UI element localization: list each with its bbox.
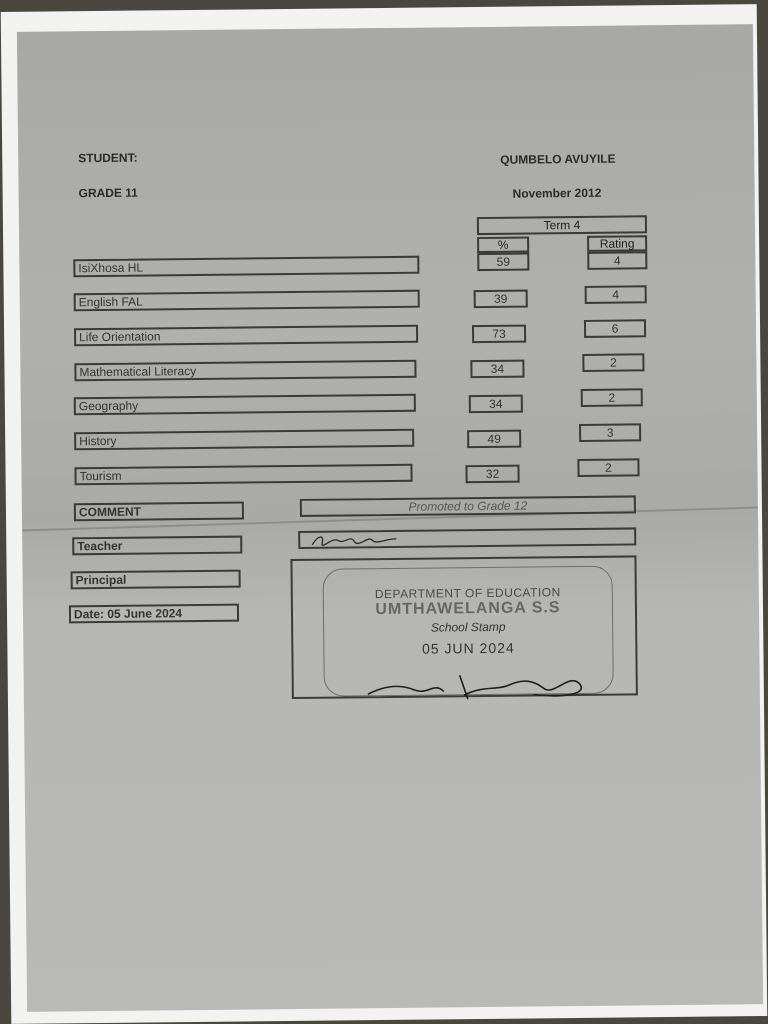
subject-percent: 34 [469,395,523,414]
stamp-caption: School Stamp [430,619,506,635]
report-card [17,24,763,1012]
grade-label: GRADE 11 [78,185,139,201]
subject-rating: 3 [579,423,641,442]
subject-name: IsiXhosa HL [73,256,419,278]
teacher-signature [310,532,400,547]
comment-value: Promoted to Grade 12 [300,495,636,517]
comment-label: COMMENT [74,502,244,522]
principal-signature [363,654,604,707]
term-header: Term 4 [477,215,647,235]
subject-rating: 2 [582,353,644,372]
subject-percent: 34 [470,360,524,379]
stamp-school-name: UMTHAWELANGA S.S [375,599,561,619]
subject-name: Geography [74,394,416,416]
rating-header: Rating [587,235,647,252]
subject-rating: 2 [577,458,639,477]
subject-rating: 4 [585,285,647,304]
student-name: QUMBELO AVUYILE [500,151,616,167]
stamp-date: 05 JUN 2024 [421,639,515,657]
principal-label: Principal [71,570,241,590]
subject-percent: 39 [474,290,528,309]
subject-name: History [74,429,414,451]
subject-percent: 49 [467,430,521,449]
subject-name: Life Orientation [74,325,418,347]
subject-rating: 4 [587,251,647,270]
subject-name: English FAL [74,290,420,312]
teacher-label: Teacher [72,536,242,556]
subject-percent: 59 [477,253,529,272]
subject-name: Mathematical Literacy [74,360,416,382]
date-label: Date: 05 June 2024 [69,604,239,624]
subject-percent: 32 [465,465,519,484]
percent-header: % [477,237,529,254]
report-period: November 2012 [512,185,602,201]
teacher-signature-box [298,527,636,549]
stamp-department: DEPARTMENT OF EDUCATION [374,585,561,602]
student-label: STUDENT: [78,150,138,166]
subject-rating: 2 [581,388,643,407]
subject-name: Tourism [74,464,412,486]
subject-percent: 73 [472,325,526,344]
subject-rating: 6 [584,319,646,338]
